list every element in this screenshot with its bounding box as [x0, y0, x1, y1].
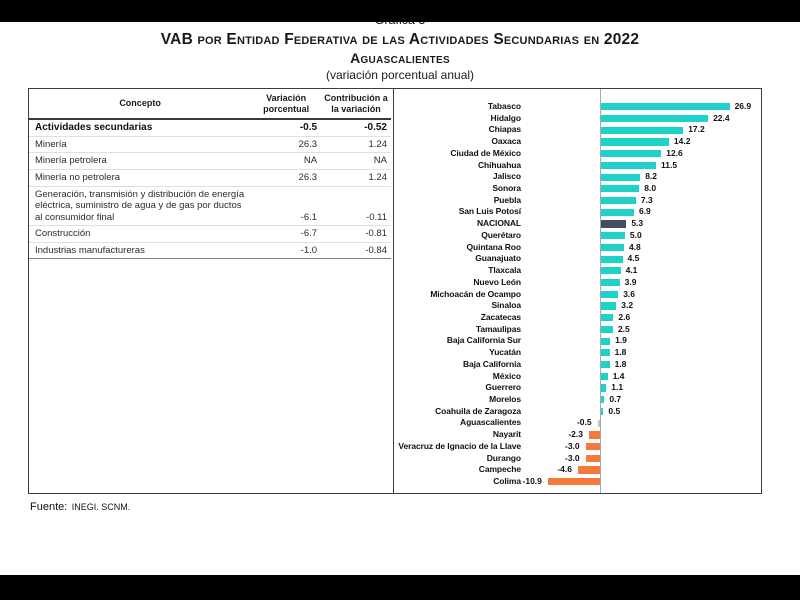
- chart-row: [394, 289, 761, 301]
- category-label: Campeche: [478, 464, 521, 475]
- value-label: 3.9: [624, 276, 637, 287]
- chart-row: [394, 300, 761, 312]
- bar-chart-panel: [394, 89, 761, 493]
- chart-row: [394, 312, 761, 324]
- category-label: Oaxaca: [491, 136, 521, 147]
- bar: [601, 138, 669, 145]
- cell-concepto: Minería no petrolera: [35, 171, 121, 183]
- bar: [601, 244, 624, 251]
- value-label: 2.5: [617, 323, 630, 334]
- category-label: Coahuila de Zaragoza: [435, 405, 521, 416]
- category-label: Yucatán: [489, 347, 521, 358]
- chart-row: [394, 441, 761, 453]
- chart-row: [394, 253, 761, 265]
- category-label: Guanajuato: [475, 253, 521, 264]
- bar: [601, 326, 613, 333]
- category-label: Baja California Sur: [446, 335, 521, 346]
- category-label: Jalisco: [492, 171, 521, 182]
- chart-row: [394, 148, 761, 160]
- chart-row: [394, 382, 761, 394]
- source-text: INEGI. SCNM.: [71, 502, 131, 512]
- category-label: Veracruz de Ignacio de la Llave: [398, 440, 521, 451]
- chart-row: [394, 195, 761, 207]
- bar: [601, 291, 618, 298]
- cell-concepto: Minería: [35, 138, 67, 150]
- value-label: 4.1: [625, 265, 638, 276]
- cell-variacion: -6.7: [300, 228, 318, 240]
- category-label: Michoacán de Ocampo: [430, 288, 521, 299]
- bar: [601, 232, 625, 239]
- value-label: 1.9: [615, 335, 627, 346]
- value-label: 1.8: [614, 358, 627, 369]
- chart-row: [394, 347, 761, 359]
- value-label: 6.9: [638, 206, 651, 217]
- bar: [586, 455, 600, 462]
- category-label: Sonora: [492, 183, 521, 194]
- chart-row: [394, 394, 761, 406]
- category-label: Baja California: [462, 358, 521, 369]
- category-label: Durango: [486, 452, 521, 463]
- chart-row: [394, 183, 761, 195]
- category-label: Querétaro: [481, 229, 521, 240]
- chart-row: [394, 124, 761, 136]
- category-label: Sinaloa: [491, 300, 521, 311]
- bar: [601, 220, 626, 227]
- bar: [601, 127, 683, 134]
- category-label: Hidalgo: [490, 112, 521, 123]
- content-box: [28, 88, 762, 494]
- category-label: Puebla: [493, 194, 521, 205]
- summary-table: [29, 91, 391, 259]
- bar: [601, 279, 620, 286]
- source-note: [30, 497, 130, 515]
- category-label: Morelos: [489, 393, 521, 404]
- category-label: Zacatecas: [480, 311, 521, 322]
- cell-concepto: Actividades secundarias: [35, 121, 153, 133]
- value-label: -0.5: [576, 417, 592, 428]
- bar: [601, 338, 610, 345]
- value-label: 4.5: [627, 253, 640, 264]
- table-row: [29, 186, 391, 226]
- summary-table-panel: [29, 89, 394, 493]
- value-label: 8.2: [645, 171, 658, 182]
- chart-row: [394, 242, 761, 254]
- chart-row: [394, 113, 761, 125]
- value-label: 4.8: [628, 241, 641, 252]
- value-label: 7.3: [640, 194, 653, 205]
- bar-chart-rows: [394, 101, 761, 488]
- cell-concepto: Minería petrolera: [35, 155, 107, 167]
- chart-row: [394, 324, 761, 336]
- bar: [601, 162, 656, 169]
- page-title: VAB por Entidad Federativa de las Actividades Secundarias en 2022: [160, 31, 640, 48]
- bar: [601, 150, 661, 157]
- value-label: 22.4: [713, 112, 730, 123]
- value-label: -3.0: [565, 440, 580, 451]
- cell-concepto: Generación, transmisión y distribución de energía eléctrica, suministro de agua y de gas por ductos al consumidor final: [35, 188, 245, 223]
- cell-variacion: -1.0: [300, 244, 318, 256]
- chart-row: [394, 476, 761, 488]
- header-variacion: Variación porcentual: [263, 93, 310, 114]
- value-label: 11.5: [660, 159, 678, 170]
- cell-contribucion: 1.24: [368, 171, 387, 183]
- value-label: -3.0: [565, 452, 580, 463]
- chart-row: [394, 101, 761, 113]
- chart-row: [394, 464, 761, 476]
- cell-variacion: 26.3: [298, 138, 318, 150]
- category-label: Aguascalientes: [460, 417, 521, 428]
- bar: [578, 466, 600, 473]
- chart-row: [394, 359, 761, 371]
- category-label: NACIONAL: [476, 218, 521, 229]
- chart-row: [394, 230, 761, 242]
- cell-contribucion: -0.84: [365, 244, 387, 256]
- chart-row: [394, 277, 761, 289]
- value-label: 26.9: [734, 101, 752, 111]
- bar: [601, 256, 623, 263]
- bar: [589, 431, 600, 438]
- bar: [598, 420, 600, 427]
- chart-row: [394, 371, 761, 383]
- units-subtitle: (variación porcentual anual): [325, 68, 475, 82]
- value-label: 3.6: [623, 288, 636, 299]
- cell-contribucion: 1.24: [368, 138, 387, 150]
- value-label: -2.3: [568, 429, 583, 440]
- cell-variacion: 26.3: [298, 171, 318, 183]
- category-label: Chiapas: [488, 124, 521, 135]
- chart-row: [394, 218, 761, 230]
- table-row: [29, 242, 391, 259]
- bar: [601, 302, 616, 309]
- value-label: 1.8: [614, 347, 627, 358]
- bar: [601, 103, 730, 110]
- value-label: 5.0: [629, 229, 642, 240]
- bar: [601, 373, 608, 380]
- table-row: [29, 226, 391, 243]
- bar: [601, 267, 621, 274]
- bar: [601, 185, 639, 192]
- cell-contribucion: -0.52: [364, 121, 387, 133]
- value-label: 8.0: [644, 183, 657, 194]
- chart-row: [394, 171, 761, 183]
- value-label: 0.7: [609, 393, 622, 404]
- chart-row: [394, 429, 761, 441]
- source-prefix: Fuente:: [30, 501, 68, 513]
- chart-row: [394, 160, 761, 172]
- chart-row: [394, 265, 761, 277]
- cell-concepto: Industrias manufactureras: [35, 244, 145, 256]
- category-label: San Luis Potosí: [458, 206, 521, 217]
- category-label: Ciudad de México: [450, 147, 521, 158]
- category-label: Tlaxcala: [488, 265, 521, 276]
- category-label: Nayarit: [492, 429, 521, 440]
- bar: [601, 396, 604, 403]
- category-label: Quintana Roo: [466, 241, 521, 252]
- cell-concepto: Construcción: [35, 228, 91, 240]
- bar: [601, 349, 610, 356]
- category-label: Tamaulipas: [475, 323, 521, 334]
- chart-row: [394, 453, 761, 465]
- chart-row: [394, 136, 761, 148]
- bar: [586, 443, 600, 450]
- value-label: 5.3: [631, 218, 644, 229]
- letterbox-top-bar: [0, 0, 800, 22]
- chart-row: [394, 206, 761, 218]
- bar: [601, 408, 603, 415]
- chart-row: [394, 417, 761, 429]
- category-label: Tabasco: [487, 101, 521, 111]
- value-label: 14.2: [673, 136, 691, 147]
- chart-row: [394, 335, 761, 347]
- bar: [601, 384, 606, 391]
- value-label: 2.6: [618, 311, 631, 322]
- table-row: [29, 119, 391, 137]
- category-label: Colima: [493, 476, 521, 486]
- value-label: 12.6: [666, 147, 683, 158]
- bar: [601, 361, 610, 368]
- bar: [601, 197, 636, 204]
- chart-row: [394, 406, 761, 418]
- table-row: [29, 136, 391, 153]
- table-row: [29, 169, 391, 186]
- value-label: 17.2: [688, 124, 705, 135]
- value-label: -4.6: [557, 464, 572, 475]
- cell-variacion: -6.1: [300, 211, 318, 223]
- bar: [601, 314, 613, 321]
- table-body: [29, 119, 391, 259]
- value-label: -10.9: [522, 476, 542, 486]
- cell-contribucion: -0.11: [366, 211, 387, 223]
- bar: [601, 209, 634, 216]
- value-label: 1.4: [612, 370, 625, 381]
- value-label: 0.5: [608, 405, 621, 416]
- cell-contribucion: -0.81: [365, 228, 387, 240]
- category-label: México: [492, 370, 521, 381]
- table-header-row: [29, 91, 391, 119]
- value-label: 1.1: [611, 382, 624, 393]
- header-contribucion: Contribución a la variación: [324, 93, 388, 114]
- category-label: Guerrero: [485, 382, 521, 393]
- cell-variacion: NA: [303, 155, 318, 167]
- header-concepto: Concepto: [119, 98, 161, 109]
- table-row: [29, 153, 391, 170]
- entity-subtitle: Aguascalientes: [350, 50, 450, 66]
- bar: [548, 478, 600, 485]
- cell-variacion: -0.5: [299, 121, 318, 133]
- category-label: Nuevo León: [473, 276, 521, 287]
- category-label: Chihuahua: [477, 159, 521, 170]
- bar: [601, 115, 708, 122]
- value-label: 3.2: [621, 300, 634, 311]
- letterbox-bottom-bar: [0, 575, 800, 600]
- cell-contribucion: NA: [373, 155, 387, 167]
- bar: [601, 174, 640, 181]
